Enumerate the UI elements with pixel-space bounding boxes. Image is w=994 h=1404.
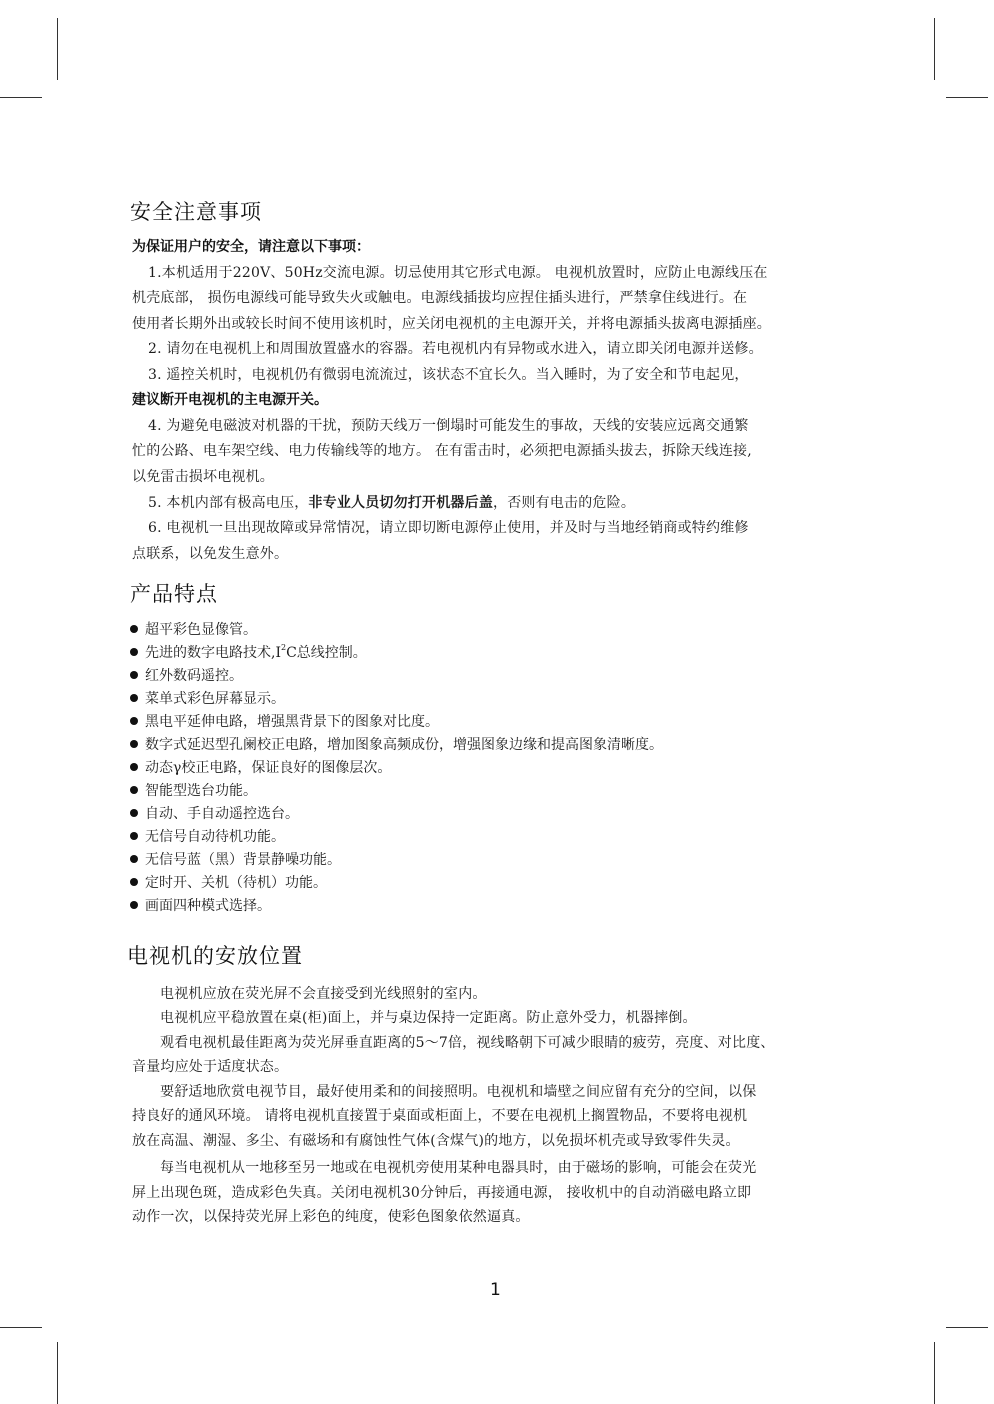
- safety-line-12: 点联系，以免发生意外。: [132, 546, 289, 562]
- bullet-icon: [130, 763, 138, 771]
- feature-item: 无信号蓝（黑）背景静噪功能。: [130, 849, 341, 869]
- feature-item: 超平彩色显像管。: [130, 619, 257, 639]
- crop-mark-bottom-left-vertical: [57, 1342, 58, 1404]
- feature-item: 黑电平延伸电路，增强黑背景下的图象对比度。: [130, 711, 439, 731]
- feature-item: 数字式延迟型孔阑校正电路，增加图象高频成份，增强图象边缘和提高图象清晰度。: [130, 734, 663, 754]
- placement-line-3: 观看电视机最佳距离为荧光屏垂直距离的5～7倍，视线略朝下可减少眼睛的疲劳，亮度、对比度、: [160, 1035, 775, 1051]
- placement-line-6: 持良好的通风环境。 请将电视机直接置于桌面或柜面上，不要在电视机上搁置物品，不要将电视机: [132, 1108, 748, 1124]
- safety-line-9: 以免雷击损坏电视机。: [132, 469, 274, 485]
- safety-line-4: 2. 请勿在电视机上和周围放置盛水的容器。若电视机内有异物或水进入，请立即关闭电源并送修。: [148, 341, 763, 357]
- crop-mark-top-right-horizontal: [946, 97, 988, 98]
- bullet-icon: [130, 625, 138, 633]
- safety-line-2: 机壳底部， 损伤电源线可能导致失火或触电。电源线插拔均应捏住插头进行，严禁拿住线进行。在: [132, 290, 748, 306]
- safety-line-6: 建议断开电视机的主电源开关。: [132, 392, 328, 408]
- safety-line-3: 使用者长期外出或较长时间不使用该机时，应关闭电视机的主电源开关，并将电源插头拔离电源插座。: [132, 316, 771, 332]
- safety-line-10-b: ，否则有电击的危险。: [493, 495, 636, 511]
- placement-title: 电视机的安放位置: [127, 944, 303, 968]
- crop-mark-top-right-vertical: [934, 18, 935, 80]
- placement-line-1: 电视机应放在荧光屏不会直接受到光线照射的室内。: [160, 986, 487, 1002]
- bullet-icon: [130, 901, 138, 909]
- safety-line-7: 4. 为避免电磁波对机器的干扰，预防天线万一倒塌时可能发生的事故，天线的安装应远离交通繁: [148, 418, 749, 434]
- safety-line-11: 6. 电视机一旦出现故障或异常情况，请立即切断电源停止使用，并及时与当地经销商或特约维修: [148, 520, 749, 536]
- feature-item: 定时开、关机（待机）功能。: [130, 872, 327, 892]
- placement-line-8: 每当电视机从一地移至另一地或在电视机旁使用某种电器具时，由于磁场的影响，可能会在荧光: [160, 1160, 757, 1176]
- bullet-icon: [130, 648, 138, 656]
- placement-line-10: 动作一次，以保持荧光屏上彩色的纯度，使彩色图象依然逼真。: [132, 1209, 530, 1225]
- bullet-icon: [130, 717, 138, 725]
- feature-item: 菜单式彩色屏幕显示。: [130, 688, 285, 708]
- placement-line-4: 音量均应处于适度状态。: [132, 1059, 289, 1075]
- crop-mark-bottom-left-horizontal: [0, 1327, 42, 1328]
- feature-item: 自动、手自动遥控选台。: [130, 803, 299, 823]
- feature-item: 无信号自动待机功能。: [130, 826, 285, 846]
- feature-item: 红外数码遥控。: [130, 665, 243, 685]
- crop-mark-top-left-horizontal: [0, 97, 42, 98]
- safety-line-8: 忙的公路、电车架空线、电力传输线等的地方。 在有雷击时，必须把电源插头拔去，拆除天线连接,: [132, 443, 752, 459]
- bullet-icon: [130, 809, 138, 817]
- placement-line-9: 屏上出现色斑，造成彩色失真。关闭电视机30分钟后，再接通电源， 接收机中的自动消磁电路立即: [132, 1185, 752, 1201]
- bullet-icon: [130, 786, 138, 794]
- feature-item: 智能型选台功能。: [130, 780, 257, 800]
- placement-line-7: 放在高温、潮湿、多尘、有磁场和有腐蚀性气体(含煤气)的地方，以免损坏机壳或导致零件失灵。: [132, 1133, 740, 1149]
- safety-line-10: [148, 492, 635, 512]
- feature-item: 画面四种模式选择。: [130, 895, 271, 915]
- bullet-icon: [130, 671, 138, 679]
- features-title: 产品特点: [130, 582, 218, 606]
- safety-line-5: 3. 遥控关机时，电视机仍有微弱电流流过，该状态不宜长久。当入睡时，为了安全和节电起见，: [148, 367, 749, 383]
- safety-intro: 为保证用户的安全，请注意以下事项：: [132, 239, 370, 255]
- safety-line-10-bold: 非专业人员切勿打开机器后盖: [308, 495, 494, 511]
- bullet-icon: [130, 740, 138, 748]
- safety-line-1: 1.本机适用于220V、50Hz交流电源。切忌使用其它形式电源。 电视机放置时，应防止电源线压在: [148, 265, 768, 281]
- safety-title: 安全注意事项: [130, 200, 262, 224]
- crop-mark-bottom-right-horizontal: [946, 1327, 988, 1328]
- bullet-icon: [130, 694, 138, 702]
- bullet-icon: [130, 832, 138, 840]
- crop-mark-top-left-vertical: [57, 18, 58, 80]
- placement-line-5: 要舒适地欣赏电视节目，最好使用柔和的间接照明。电视机和墙壁之间应留有充分的空间，以保: [160, 1084, 757, 1100]
- feature-item: 动态γ校正电路，保证良好的图像层次。: [130, 757, 391, 777]
- bullet-icon: [130, 855, 138, 863]
- crop-mark-bottom-right-vertical: [934, 1342, 935, 1404]
- feature-item: 先进的数字电路技术$,I^2C$总线控制。: [130, 642, 367, 662]
- bullet-icon: [130, 878, 138, 886]
- safety-line-10-a: 5. 本机内部有极高电压，: [148, 495, 309, 511]
- placement-line-2: 电视机应平稳放置在桌(柜)面上，并与桌边保持一定距离。防止意外受力，机器摔倒。: [160, 1010, 697, 1026]
- page-number: 1: [490, 1280, 501, 1300]
